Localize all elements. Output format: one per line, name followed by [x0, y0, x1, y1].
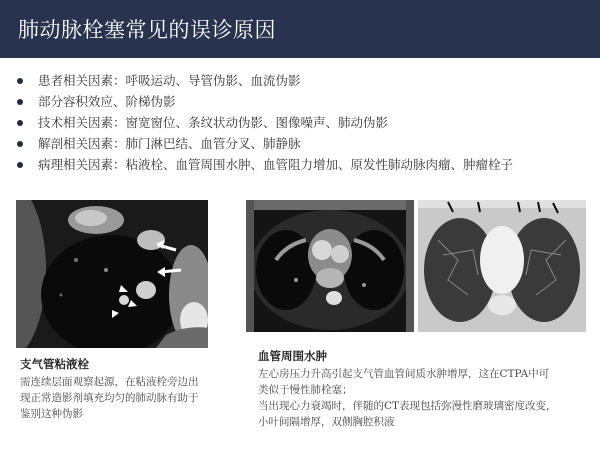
case2-description: [258, 366, 594, 430]
bullet-item: [14, 154, 594, 175]
bullet-icon: [17, 120, 23, 126]
title-bar: [0, 0, 600, 58]
bullet-item: [14, 70, 594, 91]
bullet-icon: [17, 99, 23, 105]
slide-title: 肺动脉栓塞常见的误诊原因: [18, 18, 276, 42]
case2-line: 小叶间隔增厚，双侧胸腔积液: [258, 416, 395, 428]
bullet-list: [14, 70, 594, 175]
case1-title: 支气管粘液栓: [20, 357, 89, 371]
bullet-item: [14, 133, 594, 154]
ct-image-perivascular-edema-lung: [418, 200, 586, 332]
ct-image-perivascular-edema-mediastinal: [246, 200, 414, 332]
bullet-item: [14, 112, 594, 133]
bullet-text: 病理相关因素：粘液栓、血管周围水肿、血管阻力增加、原发性肺动脉肉瘤、肿瘤栓子: [38, 157, 514, 172]
case2-line: 类似于慢性肺栓塞；: [258, 384, 353, 396]
bullet-icon: [17, 141, 23, 147]
case2-line: 当出现心力衰竭时，伴随的CT表现包括弥漫性磨玻璃密度改变，: [258, 400, 557, 412]
case1-line: 鉴别这种伪影: [20, 408, 83, 420]
case1-description: [20, 374, 232, 422]
bullet-text: 患者相关因素：呼吸运动、导管伪影、血流伪影: [38, 73, 301, 88]
case1-line: 需连续层面观察起源，在粘液栓旁边出: [20, 376, 199, 388]
bullet-icon: [17, 162, 23, 168]
bullet-item: [14, 91, 594, 112]
ct-scan-lung-window-graphic: [418, 200, 586, 332]
ct-scan-mediastinal-graphic: [246, 200, 414, 332]
bullet-text: 技术相关因素：窗宽窗位、条纹状动伪影、图像噪声、肺动伪影: [38, 115, 389, 130]
case2-line: 左心房压力升高引起支气管血管间质水肿增厚，这在CTPA中可: [258, 368, 550, 380]
case2-title: 血管周围水肿: [258, 349, 327, 363]
bullet-text: 解剖相关因素：肺门淋巴结、血管分叉、肺静脉: [38, 136, 301, 151]
bullet-icon: [17, 78, 23, 84]
ct-scan-mucus-plug-graphic: [16, 200, 208, 348]
case1-line: 现正常造影剂填充均匀的肺动脉有助于: [20, 392, 199, 404]
bullet-text: 部分容积效应、阶梯伪影: [38, 94, 176, 109]
ct-image-mucus-plug: [16, 200, 208, 348]
